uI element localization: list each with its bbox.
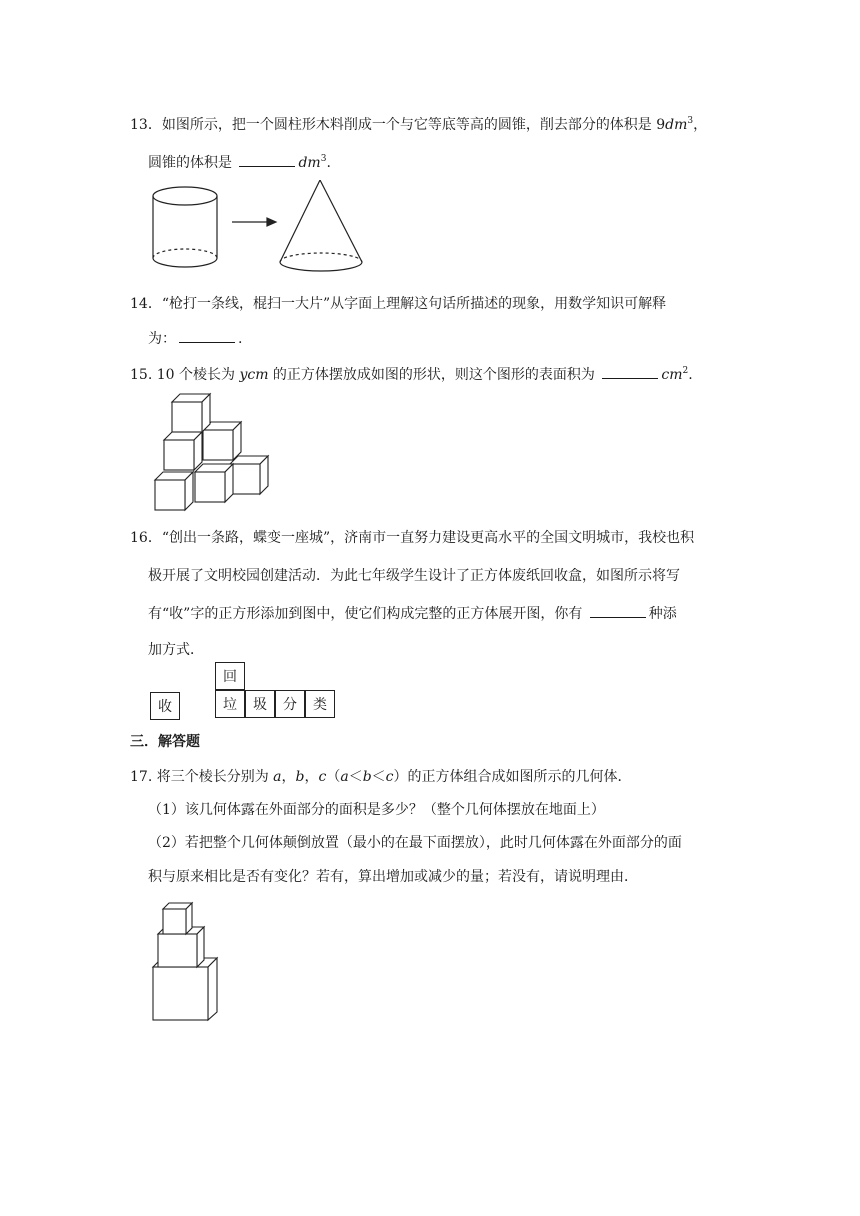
q13-text2: 圆锥的体积是 [148, 155, 237, 171]
q15-unit: cm [661, 367, 683, 383]
q16-line4: 加方式． [148, 642, 204, 658]
q17-var-b: b [295, 769, 305, 785]
cube-net-figure-single [150, 692, 182, 722]
cube [203, 422, 241, 460]
q16-line1: 16．“创出一条路，蝶变一座城”，济南市一直努力建设更高水平的全国文明城市，我校也积 [130, 530, 695, 546]
arrow-icon [232, 218, 276, 226]
q15-answer-blank[interactable] [602, 364, 658, 379]
q17-part1: （1）该几何体露在外面部分的面积是多少？（整个几何体摆放在地面上） [148, 802, 605, 818]
cylinder-shape [153, 187, 217, 267]
q17-part2-line1: （2）若把整个几何体颠倒放置（最小的在最下面摆放），此时几何体露在外面部分的面 [148, 835, 682, 851]
q14-line1: 14．“枪打一条线，棍扫一大片”从字面上理解这句话所描述的现象，用数学知识可解释 [130, 296, 667, 312]
q16-text: 有“收”字的正方形添加到图中，使它们构成完整的正方体展开图，你有 [148, 606, 587, 622]
q16-text2: 种添 [648, 606, 677, 622]
q15-line [130, 361, 693, 385]
q15-text: 15. 10 个棱长为 [130, 367, 240, 383]
q17-paren: （ [326, 769, 341, 785]
q13-unit2: dm [298, 155, 321, 171]
q16-answer-blank[interactable] [590, 603, 646, 618]
net-cell: 垃 [215, 690, 245, 718]
q17-ineq-b: b [362, 769, 372, 785]
q17-comma: ， [304, 769, 319, 785]
net-cell: 分 [275, 690, 305, 718]
q14-text: 为： [148, 331, 176, 347]
q17-text: 17. 将三个棱长分别为 [130, 769, 274, 785]
q17-lt: ＜ [348, 769, 363, 785]
q17-part2-line2: 积与原来相比是否有变化？若有，算出增加或减少的量；若没有，请说明理由． [148, 869, 638, 885]
q13-exponent2: 3 [320, 154, 327, 164]
q13-answer-blank[interactable] [239, 152, 295, 167]
cube [155, 472, 193, 510]
q13-line1 [130, 111, 707, 135]
q17-lt: ＜ [371, 769, 386, 785]
q15-text2: 的正方体摆放成如图的形状，则这个图形的表面积为 [268, 367, 600, 383]
cube [164, 432, 202, 470]
q14-line2 [148, 328, 242, 349]
small-cube [163, 903, 192, 934]
q16-line2: 极开展了文明校园创建活动．为此七年级学生设计了正方体废纸回收盒，如图所示将写 [148, 568, 680, 584]
q13-punct: ， [693, 117, 708, 133]
cylinder-to-cone-figure [140, 180, 380, 280]
q14-answer-blank[interactable] [179, 328, 235, 343]
cube [230, 456, 268, 494]
net-cell: 圾 [245, 690, 275, 718]
q17-comma: ， [281, 769, 296, 785]
q15-variable: ycm [239, 367, 269, 383]
cube-stack-figure [150, 388, 285, 518]
q16-line3 [148, 603, 677, 624]
q17-var-a: a [273, 769, 282, 785]
q13-exponent: 3 [687, 116, 694, 126]
net-cell-top: 回 [215, 662, 245, 690]
q13-punct2: . [326, 155, 331, 171]
q17-ineq-c: c [385, 769, 394, 785]
q13-line2 [148, 149, 331, 173]
q15-punct: . [688, 367, 693, 383]
net-cell: 类 [305, 690, 335, 718]
q13-unit: dm [665, 117, 688, 133]
net-cell-shou: 收 [150, 692, 180, 720]
q15-exponent: 2 [682, 366, 689, 376]
cube [172, 394, 210, 432]
cube [195, 464, 233, 502]
section-heading: 三．解答题 [130, 734, 200, 750]
three-cubes-figure [150, 898, 225, 1023]
q17-line1 [130, 767, 632, 787]
q17-text2: ）的正方体组合成如图所示的几何体． [393, 769, 632, 785]
q17-var-c: c [318, 769, 327, 785]
q13-text: 13．如图所示，把一个圆柱形木料削成一个与它等底等高的圆锥，削去部分的体积是 9 [130, 117, 666, 133]
q14-punct: . [238, 331, 243, 347]
q17-ineq-a: a [340, 769, 349, 785]
cube-net-figure [215, 662, 337, 722]
cone-shape [280, 180, 362, 271]
